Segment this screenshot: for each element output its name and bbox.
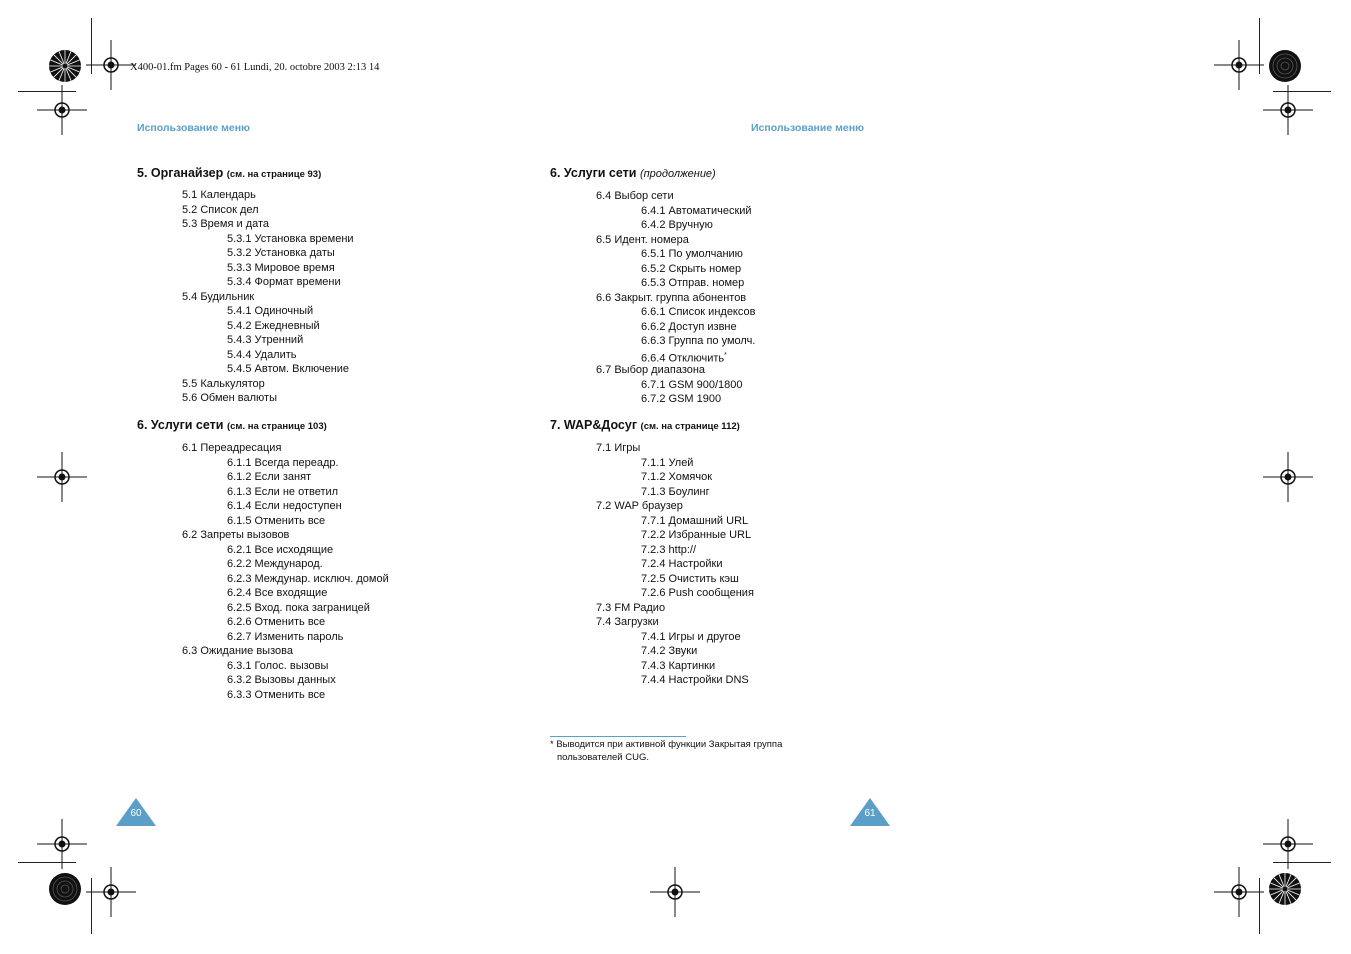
menu-item xyxy=(182,514,389,529)
menu-item xyxy=(182,644,389,659)
section-6-menu-list xyxy=(182,441,389,702)
menu-item xyxy=(182,304,354,319)
menu-item xyxy=(596,291,755,306)
page-number-right-text: 61 xyxy=(864,808,876,819)
menu-item-label: 6.6.2 Доступ извне xyxy=(641,320,737,333)
menu-item xyxy=(596,320,755,335)
page-number-right xyxy=(850,798,890,826)
menu-item xyxy=(596,528,754,543)
menu-item xyxy=(596,586,754,601)
menu-item-label: 5.3.1 Установка времени xyxy=(227,232,354,245)
menu-item-label: 5.4.2 Ежедневный xyxy=(227,319,320,332)
footnote-line-1: * Выводится при активной функции Закрытая группа xyxy=(550,739,783,750)
menu-item-label: 5.4.3 Утренний xyxy=(227,334,304,346)
page-number-left-text: 60 xyxy=(130,808,142,819)
menu-item xyxy=(182,246,354,261)
menu-item xyxy=(596,189,755,204)
menu-item-label: 6.3.3 Отменить все xyxy=(227,688,326,701)
menu-item xyxy=(596,392,755,407)
menu-item xyxy=(182,586,389,601)
registration-mark-icon xyxy=(37,819,87,869)
menu-item xyxy=(596,557,754,572)
menu-item-label: 6.2.1 Все исходящие xyxy=(227,543,334,556)
menu-item-label: 7.4.2 Звуки xyxy=(641,645,698,657)
menu-item-label: 6.6.1 Список индексов xyxy=(641,306,756,318)
menu-item xyxy=(182,601,389,616)
menu-item xyxy=(596,630,754,645)
footnote-marker: * xyxy=(724,351,727,359)
menu-item xyxy=(182,659,389,674)
menu-item xyxy=(596,514,754,529)
section-6-continued-note: (продолжение) xyxy=(639,168,716,180)
menu-item-label: 6.2.2 Международ. xyxy=(227,558,323,570)
menu-item xyxy=(182,261,354,276)
registration-mark-icon xyxy=(1214,40,1264,90)
menu-item-label: 5.4.1 Одиночный xyxy=(227,305,314,317)
star-target-icon xyxy=(48,49,82,83)
menu-item xyxy=(182,348,354,363)
circle-target-icon xyxy=(1268,49,1302,83)
menu-item xyxy=(596,456,754,471)
menu-item-label: 6.2.3 Междунар. исключ. домой xyxy=(227,572,389,585)
menu-item xyxy=(182,470,389,485)
running-header-right: Использование меню xyxy=(751,122,865,134)
footnote-rule xyxy=(550,736,686,737)
menu-item xyxy=(182,441,389,456)
menu-item xyxy=(182,499,389,514)
menu-item xyxy=(596,659,754,674)
file-info: X400-01.fm Pages 60 - 61 Lundi, 20. octobre 2003 2:13 14 xyxy=(130,62,380,73)
menu-item xyxy=(182,630,389,645)
menu-item-label: 7.4.4 Настройки DNS xyxy=(641,674,749,686)
running-header-left: Использование меню xyxy=(137,122,251,134)
menu-item xyxy=(596,378,755,393)
registration-mark-icon xyxy=(37,85,87,135)
section-7-page-ref: (см. на странице 112) xyxy=(640,421,740,432)
menu-item xyxy=(182,572,389,587)
section-6-continued-menu-list xyxy=(596,189,755,407)
section-6-title xyxy=(137,418,327,432)
menu-item xyxy=(182,217,354,232)
section-6-continued-title xyxy=(550,166,716,180)
menu-item-label: 5.1 Календарь xyxy=(182,189,256,201)
menu-item xyxy=(596,673,754,688)
menu-item-label: 6.2.5 Вход. пока заграницей xyxy=(227,601,370,614)
section-6-continued-heading: 6. Услуги сети xyxy=(550,166,637,180)
menu-item xyxy=(182,275,354,290)
section-5-menu-list xyxy=(182,188,354,406)
menu-item-label: 5.4.5 Автом. Включение xyxy=(227,363,350,375)
section-6-page-ref: (см. на странице 103) xyxy=(226,421,327,432)
menu-item xyxy=(596,572,754,587)
menu-item xyxy=(182,688,389,703)
menu-item-label: 6.6 Закрыт. группа абонентов xyxy=(596,291,747,304)
menu-item xyxy=(596,334,755,349)
section-5-title xyxy=(137,166,321,180)
menu-item-label: 6.7.2 GSM 1900 xyxy=(641,393,722,405)
menu-item xyxy=(182,290,354,305)
menu-item xyxy=(596,349,755,364)
menu-item-label: 6.6.3 Группа по умолч. xyxy=(641,335,756,347)
menu-item-label: 5.3.4 Формат времени xyxy=(227,276,341,288)
menu-item-label: 5.4.4 Удалить xyxy=(227,348,297,361)
section-5-heading: 5. Органайзер xyxy=(137,166,224,180)
section-7-menu-list xyxy=(596,441,754,688)
menu-item xyxy=(596,644,754,659)
menu-item-label: 6.3 Ожидание вызова xyxy=(182,645,293,657)
menu-item-label: 6.5.3 Отправ. номер xyxy=(641,277,745,289)
menu-item-label: 6.4.1 Автоматический xyxy=(641,204,752,217)
menu-item-label: 7.2 WAP браузер xyxy=(596,500,683,512)
menu-item-label: 7.3 FM Радио xyxy=(596,601,666,614)
menu-item-label: 6.7.1 GSM 900/1800 xyxy=(641,378,743,391)
footnote-line-2: пользователей CUG. xyxy=(557,752,649,763)
menu-item xyxy=(596,363,755,378)
menu-item xyxy=(182,485,389,500)
menu-item xyxy=(596,441,754,456)
menu-item xyxy=(182,528,389,543)
menu-item-label: 6.5.2 Скрыть номер xyxy=(641,262,742,275)
page-number-left xyxy=(116,798,156,826)
menu-item-label: 7.1.2 Хомячок xyxy=(641,471,713,483)
registration-mark-icon xyxy=(650,867,700,917)
menu-item-label: 7.2.3 http:// xyxy=(641,543,697,556)
menu-item-label: 7.1 Игры xyxy=(596,442,641,454)
menu-item-label: 5.2 Список дел xyxy=(182,203,259,216)
registration-mark-icon xyxy=(86,40,136,90)
menu-item xyxy=(596,470,754,485)
menu-item-label: 7.4.3 Картинки xyxy=(641,659,716,672)
menu-item-label: 5.5 Калькулятор xyxy=(182,377,265,390)
menu-item xyxy=(182,543,389,558)
menu-item xyxy=(182,188,354,203)
menu-item xyxy=(182,391,354,406)
menu-item xyxy=(596,615,754,630)
menu-item-label: 7.2.5 Очистить кэш xyxy=(641,572,739,585)
menu-item xyxy=(596,204,755,219)
menu-item-label: 5.3.2 Установка даты xyxy=(227,247,335,259)
menu-item-label: 6.3.2 Вызовы данных xyxy=(227,674,336,686)
menu-item-label: 6.4 Выбор сети xyxy=(596,190,674,202)
menu-item-label: 6.1.1 Всегда переадр. xyxy=(227,456,339,469)
menu-item-label: 6.2.4 Все входящие xyxy=(227,587,328,599)
menu-item xyxy=(596,218,755,233)
menu-item-label: 7.1.3 Боулинг xyxy=(641,485,710,498)
star-target-icon xyxy=(1268,872,1302,906)
menu-item xyxy=(182,319,354,334)
menu-item xyxy=(596,543,754,558)
menu-item xyxy=(596,276,755,291)
menu-item-label: 5.3.3 Мировое время xyxy=(227,261,335,274)
menu-item-label: 6.6.4 Отключить xyxy=(641,352,725,365)
menu-item-label: 6.1.3 Если не ответил xyxy=(227,485,339,498)
menu-item xyxy=(596,262,755,277)
menu-item-label: 7.4.1 Игры и другое xyxy=(641,630,741,643)
menu-item-label: 5.3 Время и дата xyxy=(182,218,270,230)
menu-item-label: 6.7 Выбор диапазона xyxy=(596,364,706,376)
footnote xyxy=(550,738,830,764)
registration-mark-icon xyxy=(1263,819,1313,869)
menu-item-label: 5.6 Обмен валюты xyxy=(182,392,277,404)
menu-item xyxy=(182,362,354,377)
registration-mark-icon xyxy=(1263,85,1313,135)
menu-item xyxy=(182,377,354,392)
menu-item-label: 6.2 Запреты вызовов xyxy=(182,529,290,541)
menu-item-label: 6.5.1 По умолчанию xyxy=(641,248,743,260)
menu-item-label: 5.4 Будильник xyxy=(182,290,255,303)
menu-item-label: 6.1.4 Если недоступен xyxy=(227,500,342,512)
registration-mark-icon xyxy=(1263,452,1313,502)
menu-item xyxy=(182,456,389,471)
menu-item xyxy=(182,232,354,247)
menu-item xyxy=(596,499,754,514)
circle-target-icon xyxy=(48,872,82,906)
menu-item xyxy=(596,485,754,500)
section-5-page-ref: (см. на странице 93) xyxy=(226,169,322,180)
section-7-title xyxy=(550,418,740,432)
menu-item xyxy=(596,233,755,248)
menu-item-label: 6.1.5 Отменить все xyxy=(227,514,326,527)
menu-item-label: 7.2.2 Избранные URL xyxy=(641,529,752,541)
menu-item-label: 7.4 Загрузки xyxy=(596,616,659,628)
menu-item xyxy=(596,305,755,320)
menu-item-label: 6.4.2 Вручную xyxy=(641,219,713,231)
menu-item xyxy=(182,615,389,630)
menu-item-label: 6.2.7 Изменить пароль xyxy=(227,630,344,643)
menu-item-label: 7.1.1 Улей xyxy=(641,456,694,469)
menu-item-label: 7.2.4 Настройки xyxy=(641,558,723,570)
menu-item xyxy=(182,557,389,572)
menu-item-label: 7.7.1 Домашний URL xyxy=(641,514,749,527)
menu-item-label: 6.3.1 Голос. вызовы xyxy=(227,659,329,672)
menu-item xyxy=(596,601,754,616)
menu-item-label: 6.1.2 Если занят xyxy=(227,471,312,483)
registration-mark-icon xyxy=(1214,867,1264,917)
menu-item-label: 6.2.6 Отменить все xyxy=(227,616,326,628)
registration-mark-icon xyxy=(37,452,87,502)
menu-item-label: 6.1 Переадресация xyxy=(182,442,282,454)
menu-item xyxy=(182,203,354,218)
section-7-heading: 7. WAP&Досуг xyxy=(550,418,638,432)
section-6-heading: 6. Услуги сети xyxy=(137,418,224,432)
menu-item xyxy=(182,333,354,348)
menu-item xyxy=(596,247,755,262)
registration-mark-icon xyxy=(86,867,136,917)
menu-item-label: 7.2.6 Push cooбщения xyxy=(641,587,754,599)
menu-item-label: 6.5 Идент. номера xyxy=(596,233,689,246)
menu-item xyxy=(182,673,389,688)
